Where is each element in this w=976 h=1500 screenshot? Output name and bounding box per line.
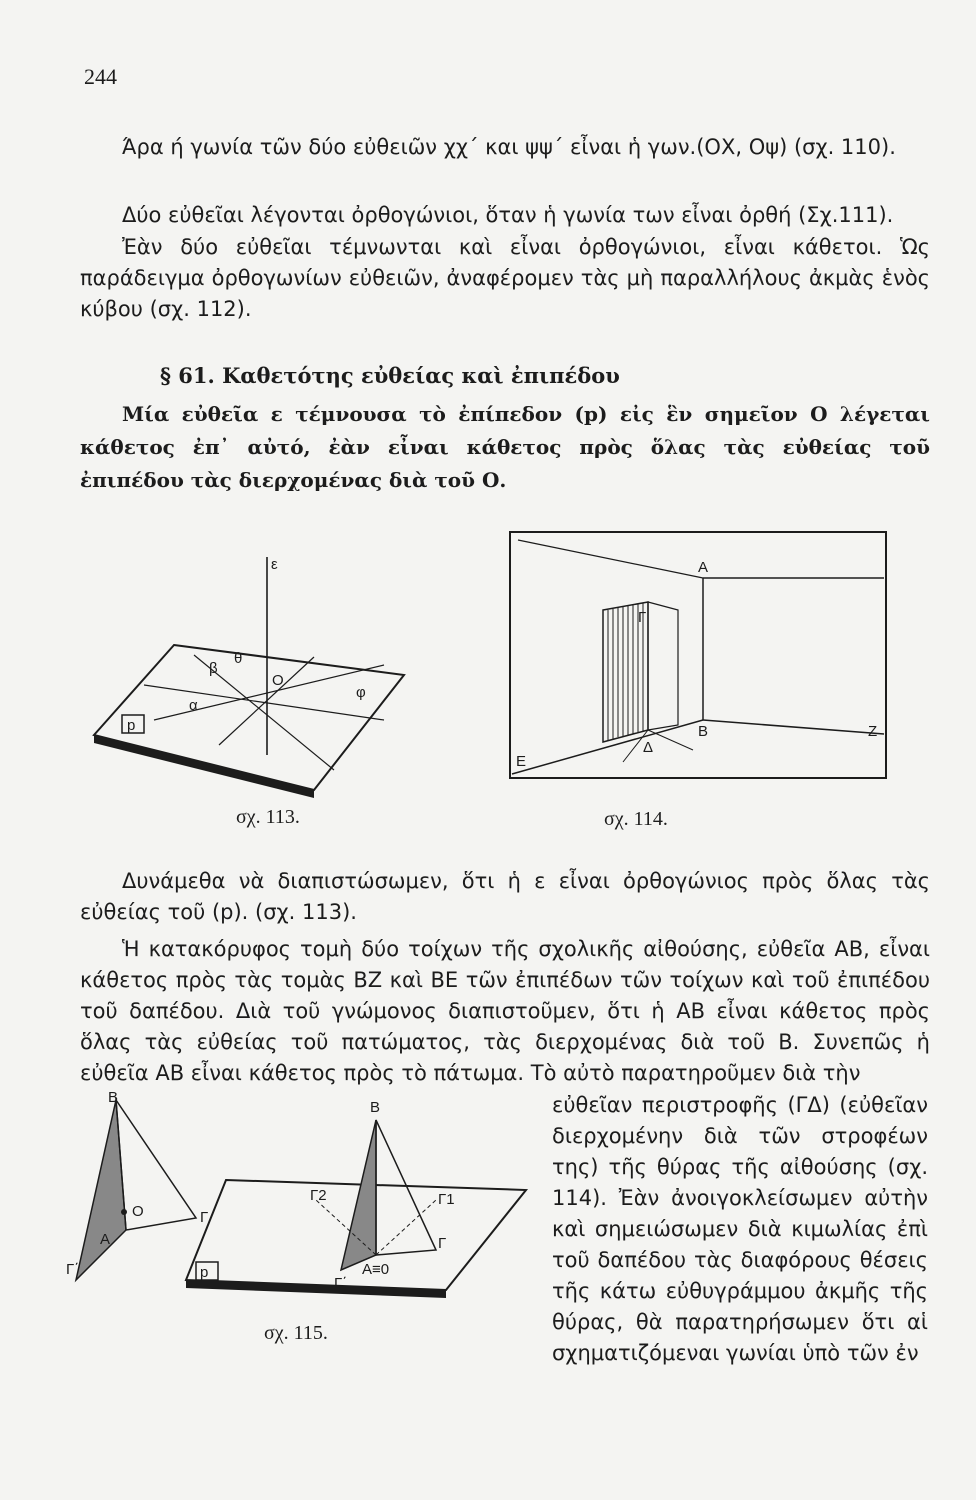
label-epsilon: ε: [271, 556, 278, 573]
section-heading: § 61. Καθετότης εὐθείας καὶ ἐπιπέδου: [160, 363, 620, 388]
definition-text: Μία εὐθεῖα ε τέμνουσα τὸ ἐπίπεδον (p) εἰς ἓν σημεῖον Ο λέγεται κάθετος ἐπ᾿ αὐτό, ἐὰν εἶναι κάθετος πρὸς ὅλας τὰς εὐθείας τοῦ ἐπιπέδου τὰς διερχομένας διὰ τοῦ Ο.: [80, 402, 930, 492]
line-g1: [376, 1200, 436, 1255]
label-a: Α: [698, 559, 709, 576]
caption-114: σχ. 114.: [604, 808, 668, 830]
label-g-right: Γ: [438, 1235, 447, 1252]
label-b-right: Β: [370, 1099, 381, 1116]
floor-mark-2: [648, 730, 693, 750]
label-e: Ε: [516, 753, 527, 770]
caption-113: σχ. 113.: [236, 806, 300, 828]
paragraph-orthogonal: Δύο εὐθεῖαι λέγονται ὀρθογώνιοι, ὅταν ἡ γωνία των εἶναι ὀρθή (Σχ.111).: [122, 203, 894, 227]
point-o-left: [121, 1209, 127, 1215]
plane-edge: [94, 735, 314, 798]
label-gamma: Γ: [638, 609, 647, 626]
figure-114: [508, 530, 890, 782]
figure-115: [66, 1090, 536, 1320]
figure-113: [84, 545, 414, 805]
label-g-left: Γ: [200, 1209, 209, 1226]
label-beta: β: [209, 660, 218, 677]
paragraph-angle: Άρα ή γωνία τῶν δύο εὐθειῶν χχ΄ και ψψ΄ εἶναι ἡ γων.(ΟΧ, Οψ) (σχ. 110).: [122, 135, 896, 159]
caption-115: σχ. 115.: [264, 1322, 328, 1344]
paragraph-door: εὐθεῖαν περιστροφῆς (ΓΔ) (εὐθεῖαν διερχομένην διὰ τῶν στροφέων της) τῆς θύρας τῆς αἰθούσης (σχ. 114). Ἐὰν ἀνοιγοκλείσωμεν αὐτὴν καὶ σημειώσωμεν διὰ κιμωλίας ἐπὶ τοῦ δαπέδου τὰς διαφόρους θέσεις τῆς κάτω εὐθυγράμμου ἀκμῆς τῆς θύρας, θὰ παρατηρήσωμεν ὅτι αἱ σχηματιζόμεναι γωνίαι ὑπὸ τῶν ἐν: [552, 1093, 928, 1365]
square-right-side: [341, 1120, 376, 1270]
paragraph-perpendicular-lines: Ἐὰν δύο εὐθεῖαι τέμνωνται καὶ εἶναι ὀρθογώνιοι, εἶναι κάθετοι. Ὡς παράδειγμα ὀρθογωνίων εὐθειῶν, ἀναφέρομεν τὰς μὴ παραλλήλους ἀκμὰς ἑνὸς κύβου (σχ. 112).: [80, 235, 930, 321]
label-g2: Γ2: [310, 1187, 327, 1204]
edge-bz: [703, 720, 884, 734]
plane-edge-115: [186, 1280, 446, 1298]
paragraph-wall-example: Ἡ κατακόρυφος τομὴ δύο τοίχων τῆς σχολικῆς αἰθούσης, εὐθεῖα ΑΒ, εἶναι κάθετος πρὸς τὰς τομὰς ΒΖ καὶ ΒΕ τῶν ἐπιπέδων τῶν τοίχων καὶ τοῦ ἐπιπέδου τοῦ δαπέδου. Διὰ τοῦ γνώμονος διαπιστοῦμεν, ὅτι ἡ ΑΒ εἶναι κάθετος πρὸς ὅλας τὰς εὐθείας τοῦ πατώματος, τὰς διερχομένας διὰ τοῦ Β. Συνεπῶς ἡ εὐθεῖα ΑΒ εἶναι κάθετος πρὸς τὸ πάτωμα. Τὸ αὐτὸ παρατηροῦμεν διὰ τὴν: [80, 937, 930, 1085]
label-a-left: Α: [100, 1231, 111, 1248]
paragraph-113-note: Δυνάμεθα νὰ διαπιστώσωμεν, ὅτι ἡ ε εἶναι ὀρθογώνιος πρὸς ὅλας τὰς εὐθείας τοῦ (p). (σχ. 113).: [80, 869, 930, 924]
label-b: Β: [698, 723, 709, 740]
label-alpha: α: [189, 697, 198, 714]
wall-top-left: [518, 540, 703, 578]
label-p: p: [127, 717, 136, 734]
page-number: 244: [84, 64, 117, 89]
label-o-left: Ο: [132, 1203, 144, 1220]
label-g1: Γ1: [438, 1191, 455, 1208]
label-o: Ο: [272, 672, 284, 689]
label-delta: Δ: [643, 739, 654, 756]
label-p-115: p: [200, 1264, 209, 1281]
label-phi: φ: [356, 684, 366, 701]
label-gprime-right: Γ΄: [334, 1275, 348, 1292]
square-left-front: [116, 1100, 196, 1230]
label-z: Ζ: [868, 723, 878, 740]
label-theta: θ: [234, 650, 243, 667]
label-b-left: Β: [108, 1090, 119, 1106]
label-a-equiv-o: Α≡0: [362, 1261, 390, 1278]
label-gprime-left: Γ΄: [66, 1261, 80, 1278]
door-open: [648, 602, 678, 730]
